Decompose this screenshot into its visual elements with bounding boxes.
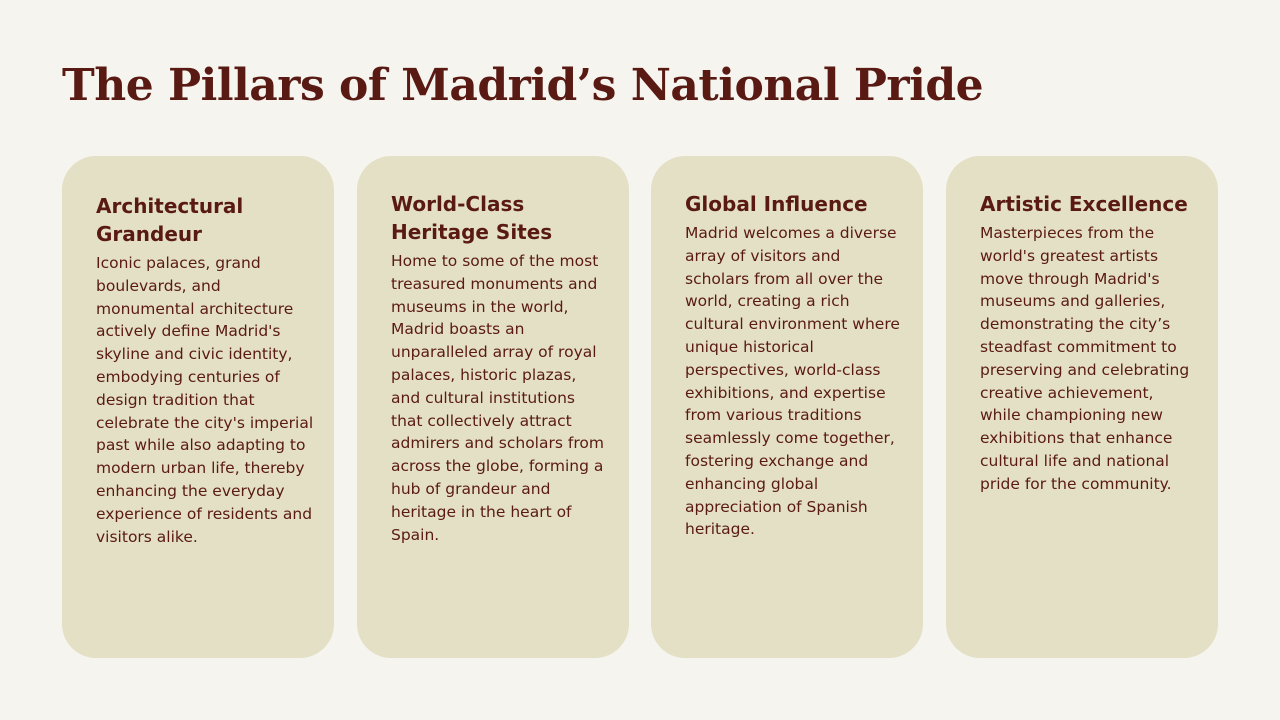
card-heading: Artistic Excellence — [980, 192, 1188, 216]
card-body: Masterpieces from the world's greatest artists move through Madrid's museums and galleries, demonstrating the city’s steadfast commitment to preserving and celebrating creative achievement, while championing new exhibitions that enhance cultural life and national pride for the community. — [980, 224, 1190, 493]
slide-title: The Pillars of Madrid’s National Pride — [62, 60, 984, 111]
card-body: Madrid welcomes a diverse array of visitors and scholars from all over the world, creating a rich cultural environment where unique historical perspectives, world-class exhibitions, and expertise from various traditions seamlessly come together, fostering exchange and enhancing global appreciation of Spanish heritage. — [685, 224, 900, 539]
pillar-card-artistic-excellence — [946, 156, 1218, 658]
card-body: Home to some of the most treasured monuments and museums in the world, Madrid boasts an unparalleled array of royal palaces, historic plazas, and cultural institutions that collectively attract admirers and scholars from across the globe, forming a hub of grandeur and heritage in the heart of Spain. — [391, 252, 604, 544]
card-heading: Architectural Grandeur — [96, 194, 244, 246]
pillar-card-architectural-grandeur — [62, 156, 334, 658]
pillar-card-global-influence — [651, 156, 923, 658]
card-heading: Global Influence — [685, 192, 868, 216]
card-heading: World-Class Heritage Sites — [391, 192, 553, 244]
card-body: Iconic palaces, grand boulevards, and monumental architecture actively define Madrid's skyline and civic identity, embodying centuries of design tradition that celebrate the city's imperial past while also adapting to modern urban life, thereby enhancing the everyday experience of residents and visitors alike. — [96, 254, 314, 546]
pillar-card-world-class-heritage-sites — [357, 156, 629, 658]
